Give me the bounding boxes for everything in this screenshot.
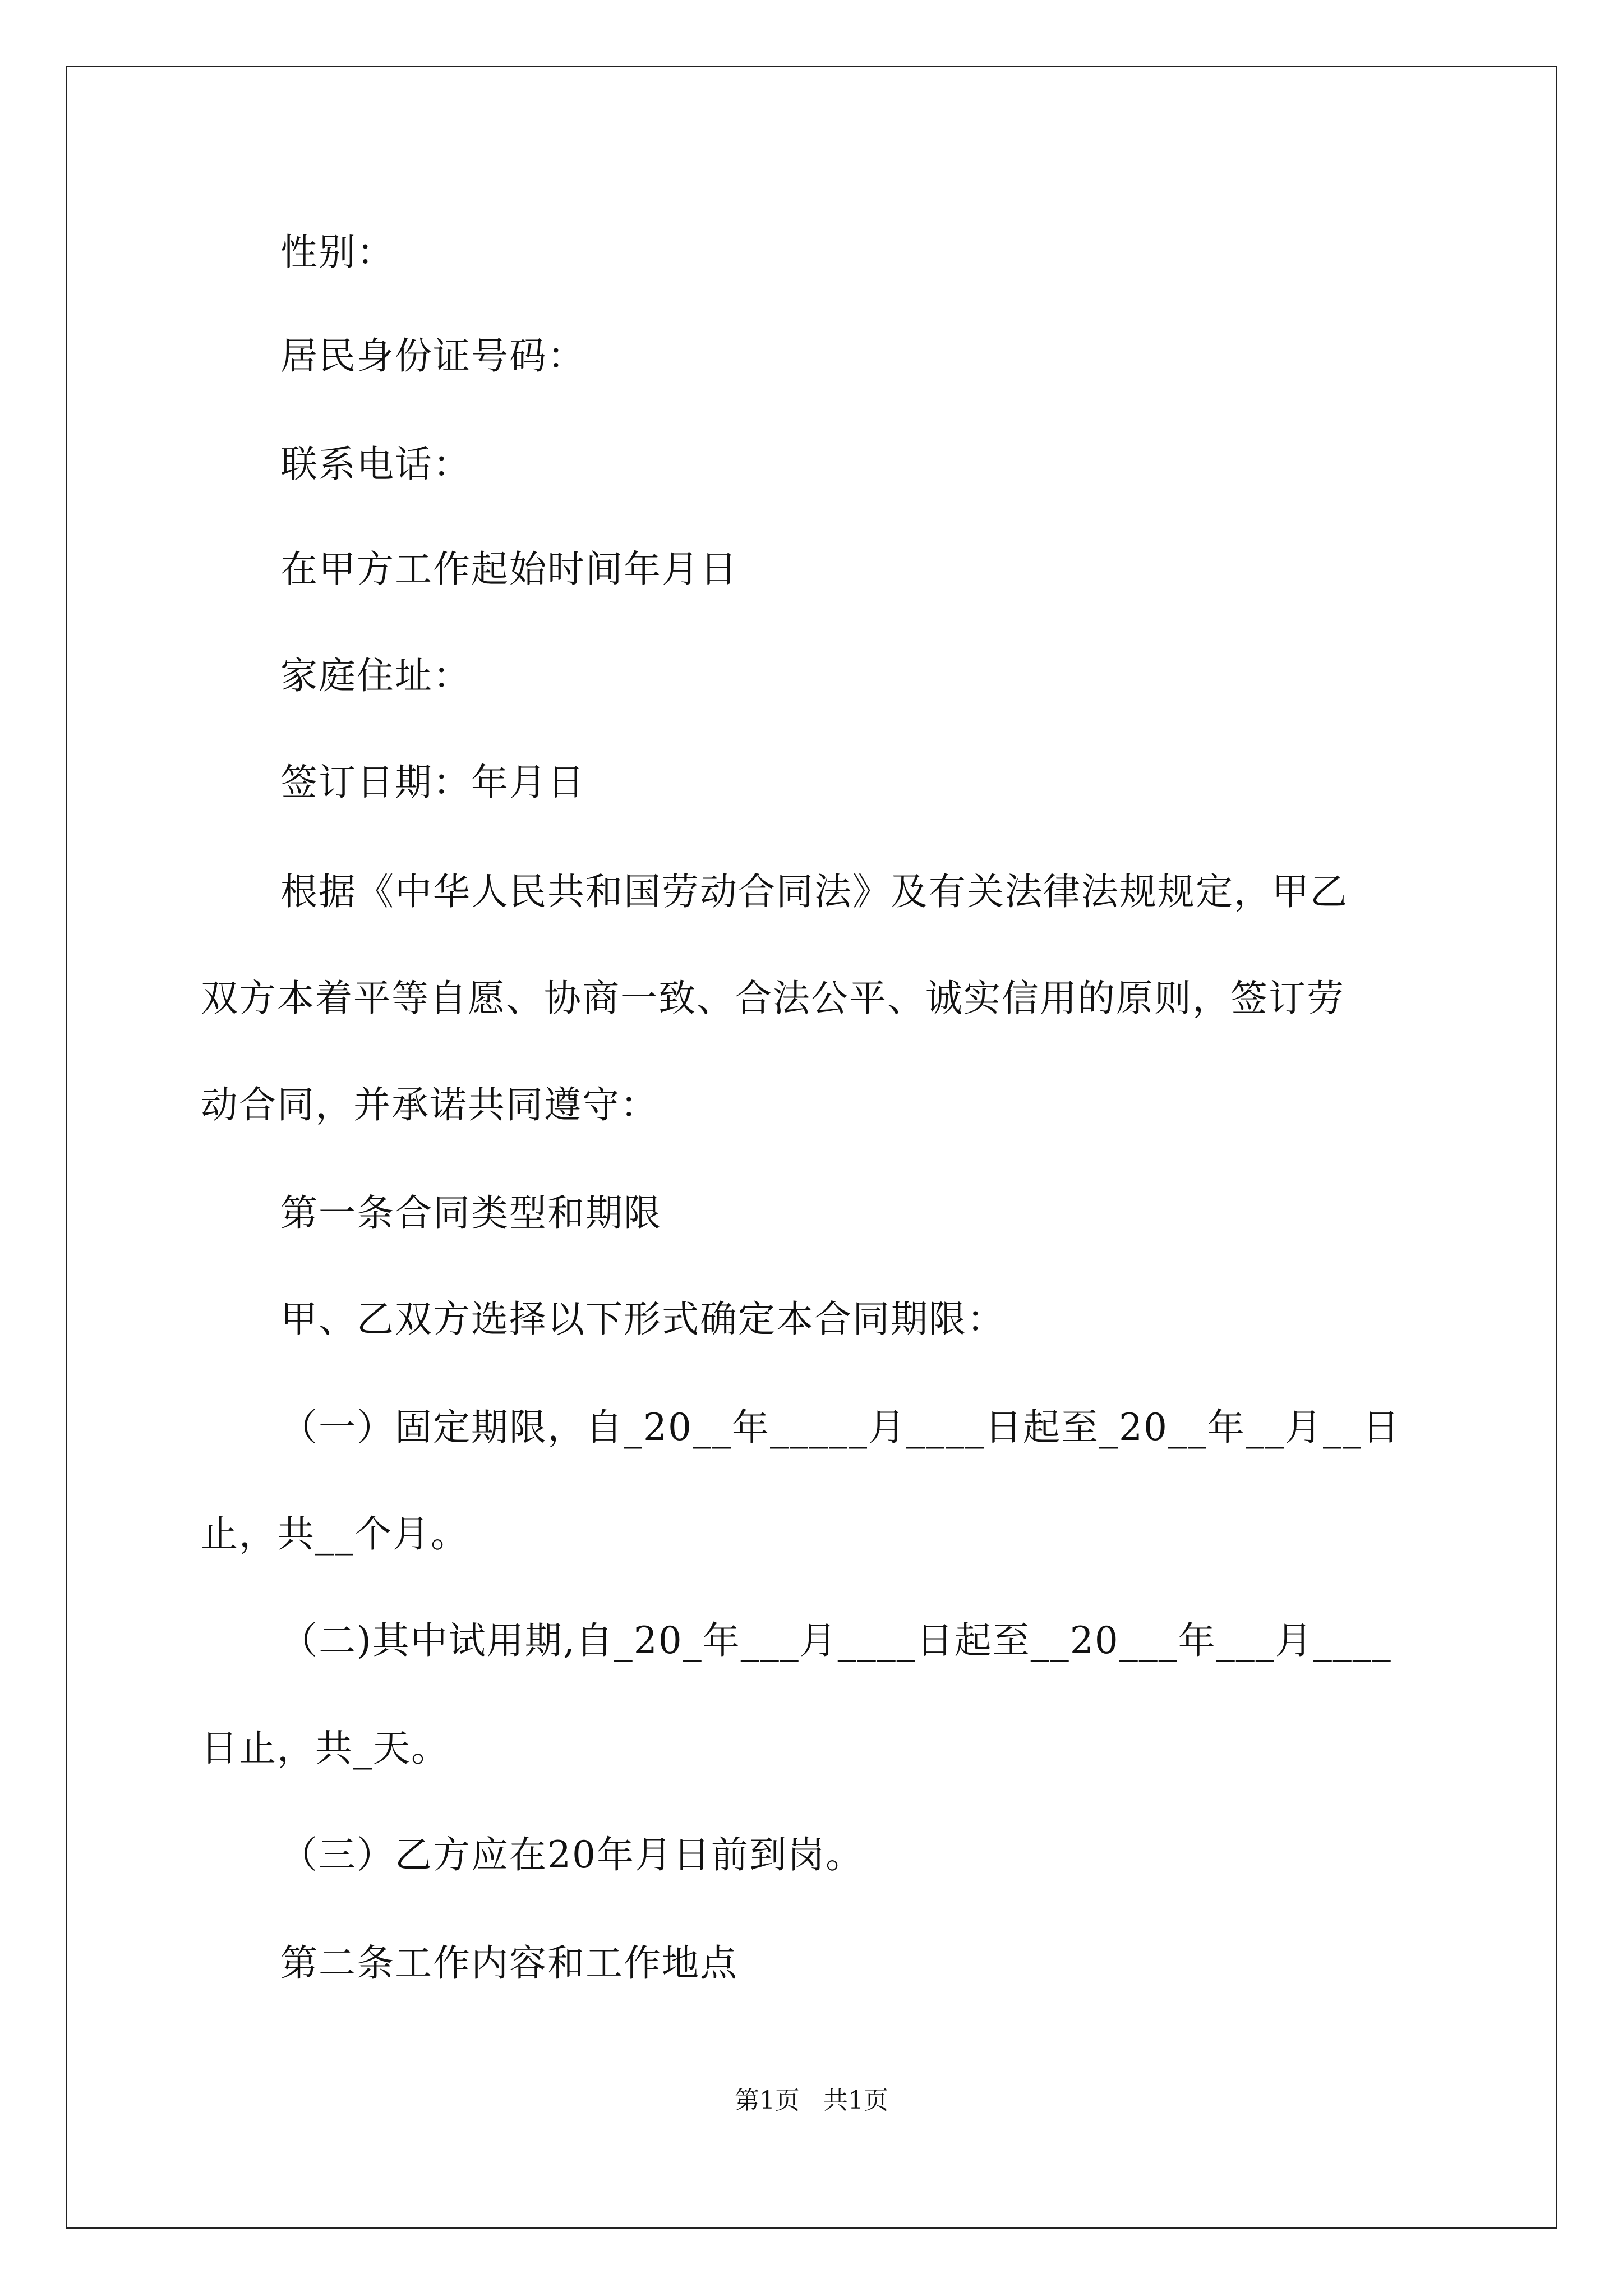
article-1-intro: 甲、乙双方选择以下形式确定本合同期限： — [280, 1297, 1005, 1341]
paragraph-preamble-line-2: 双方本着平等自愿、协商一致、合法公平、诚实信用的原则，签订劳 — [201, 977, 1345, 1020]
clause-1-line-1: （一）固定期限，自_20__年_____月____日起至_20__年__月__日 — [280, 1406, 1400, 1449]
page-frame — [66, 66, 1557, 2229]
field-start-date: 在甲方工作起始时间年月日 — [280, 547, 738, 591]
field-sign-date: 签订日期：年月日 — [280, 761, 585, 804]
field-gender: 性别： — [280, 231, 395, 274]
page-footer: 第1页 共1页 — [735, 2086, 888, 2115]
clause-3: （三）乙方应在20年月日前到岗。 — [280, 1833, 864, 1876]
field-address: 家庭住址： — [280, 654, 471, 697]
article-1-heading: 第一条合同类型和期限 — [280, 1191, 662, 1235]
clause-2-line-1: （二)其中试用期,自_20_年___月____日起至__20___年___月____ — [280, 1619, 1392, 1662]
paragraph-preamble-line-1: 根据《中华人民共和国劳动合同法》及有关法律法规规定，甲乙 — [280, 870, 1348, 913]
paragraph-preamble-line-3: 动合同，并承诺共同遵守： — [201, 1083, 658, 1126]
clause-2-line-2: 日止，共_天。 — [201, 1727, 449, 1770]
article-2-heading: 第二条工作内容和工作地点 — [280, 1941, 738, 1985]
field-phone: 联系电话： — [280, 443, 471, 486]
clause-1-line-2: 止，共__个月。 — [201, 1512, 469, 1556]
field-id-number: 居民身份证号码： — [280, 334, 585, 378]
